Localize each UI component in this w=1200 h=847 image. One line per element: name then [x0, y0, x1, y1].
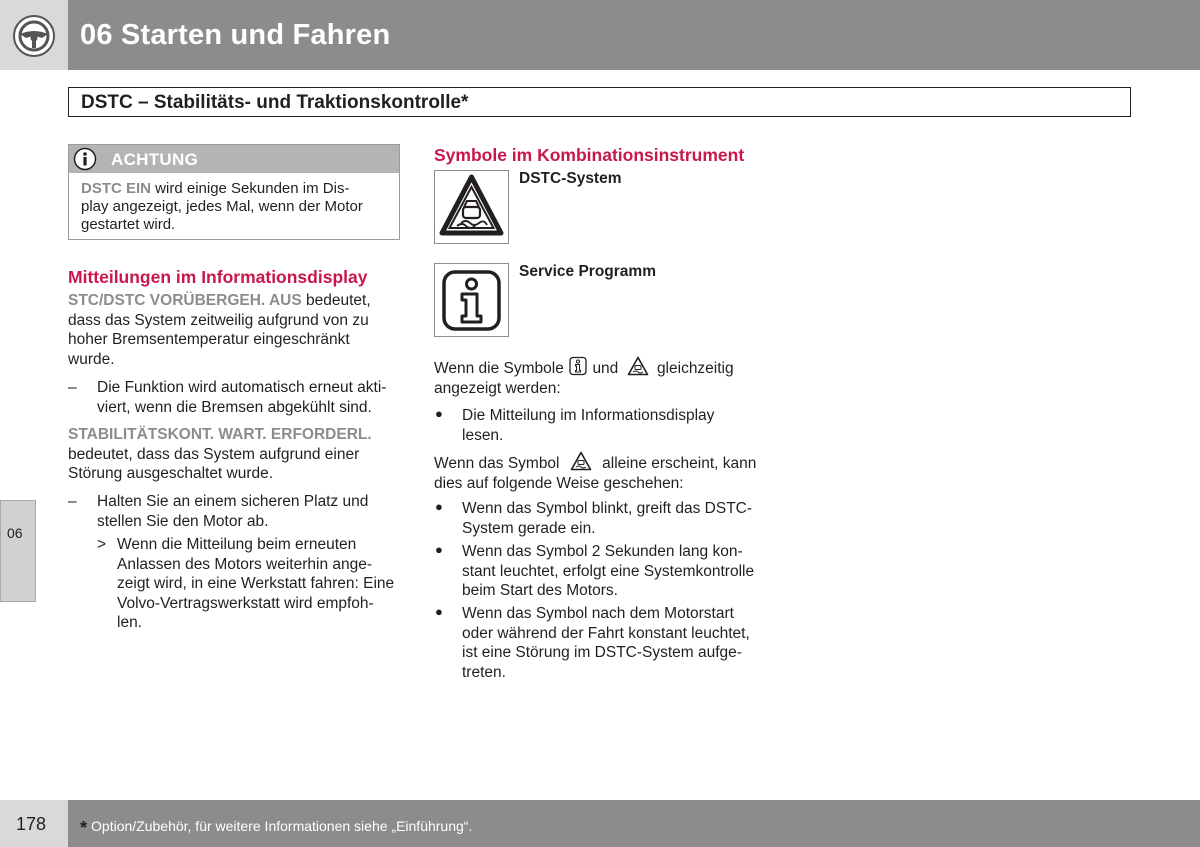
- text-fragment: Wenn das Symbol: [434, 455, 560, 472]
- text-line: stellen Sie den Motor ab.: [97, 512, 269, 530]
- warning-label: ACHTUNG: [111, 150, 199, 169]
- dstc-inline-icon: [627, 356, 649, 376]
- text-fragment: Wenn die Symbole: [434, 360, 564, 377]
- dash-item-1: [97, 378, 402, 417]
- dash-item-2: [97, 492, 402, 531]
- page-number: 178: [16, 814, 47, 834]
- text-line: bedeutet,: [301, 292, 371, 309]
- chapter-tab-label: 06: [7, 525, 23, 541]
- service-symbol-box: [434, 263, 509, 337]
- footer-note: [80, 818, 472, 839]
- text-line: len.: [117, 614, 142, 631]
- text-line: Wenn das Symbol 2 Sekunden lang kon-: [462, 543, 743, 560]
- text-line: System gerade ein.: [462, 519, 596, 537]
- text-fragment: gleichzeitig: [656, 360, 734, 377]
- dash-marker: –: [68, 379, 77, 396]
- symbol-alone-paragraph: [434, 451, 774, 493]
- symbols-together-paragraph: [434, 356, 774, 398]
- info-display-heading: Mitteilungen im Informationsdisplay: [68, 267, 368, 287]
- info-icon: [73, 147, 97, 171]
- text-line: viert, wenn die Bremsen abgekühlt sind.: [97, 398, 372, 416]
- bullet-marker: ●: [435, 499, 443, 514]
- message-1-paragraph: [68, 291, 398, 369]
- text-line: Die Mitteilung im Informationsdisplay: [462, 407, 715, 424]
- dash-marker: –: [68, 493, 77, 510]
- warning-line: gestartet wird.: [81, 216, 176, 233]
- section-title-box: [68, 87, 1131, 117]
- bullet-marker: ●: [435, 542, 443, 557]
- symbols-heading: Symbole im Kombinationsinstrument: [434, 145, 745, 165]
- message-2-paragraph: [68, 425, 403, 484]
- text-line: oder während der Fahrt konstant leuchtet,: [462, 624, 750, 642]
- warning-box: [68, 144, 400, 240]
- info-symbol-inline-icon: [568, 356, 588, 376]
- text-line: Wenn das Symbol blinkt, greift das DSTC-: [462, 500, 753, 517]
- text-line: Halten Sie an einem sicheren Platz und: [97, 493, 369, 510]
- sub-item: [117, 535, 407, 633]
- dstc-inline-icon: [570, 451, 592, 471]
- warning-highlight: DSTC EIN: [81, 180, 152, 197]
- text-line: Störung ausgeschaltet wurde.: [68, 465, 274, 482]
- warning-line: wird einige Sekunden im Dis-: [151, 180, 350, 197]
- text-line: bedeutet, dass das System aufgrund einer: [68, 445, 360, 463]
- steering-wheel-icon: [12, 14, 56, 58]
- text-line: Anlassen des Motors weiterhin ange-: [117, 555, 373, 573]
- sub-marker: >: [97, 536, 107, 553]
- text-line: zeigt wird, in eine Werkstatt fahren: Eine: [117, 575, 395, 592]
- footnote-star: *: [80, 818, 88, 838]
- chapter-title: 06 Starten und Fahren: [80, 19, 391, 51]
- text-line: angezeigt werden:: [434, 379, 561, 397]
- bullet-item-2: [462, 499, 772, 538]
- service-program-label: Service Programm: [519, 263, 656, 280]
- chapter-side-tab[interactable]: [0, 500, 36, 602]
- text-fragment: und: [592, 360, 619, 377]
- text-line: stant leuchtet, erfolgt eine Systemkontrolle: [462, 562, 755, 580]
- text-line: Die Funktion wird automatisch erneut akti-: [97, 379, 387, 396]
- bullet-item-3: [462, 542, 772, 601]
- text-line: Wenn die Mitteilung beim erneuten: [117, 536, 357, 553]
- dstc-system-label: DSTC-System: [519, 170, 622, 187]
- warning-text: [81, 180, 395, 234]
- text-line: lesen.: [462, 426, 504, 444]
- text-line: hoher Bremsentemperatur eingeschränkt: [68, 331, 350, 348]
- bullet-marker: ●: [435, 406, 443, 421]
- text-line: ist eine Störung im DSTC-System aufge-: [462, 644, 742, 661]
- text-line: Wenn das Symbol nach dem Motorstart: [462, 605, 734, 622]
- text-line: beim Start des Motors.: [462, 582, 618, 599]
- text-line: wurde.: [68, 350, 115, 368]
- warning-header: [69, 145, 399, 173]
- text-fragment: alleine erscheint, kann: [602, 455, 757, 472]
- dstc-symbol-box: [434, 170, 509, 244]
- footnote-text: Option/Zubehör, für weitere Informationen siehe „Einführung“.: [91, 818, 473, 834]
- message-code-2: STABILITÄTSKONT. WART. ERFORDERL.: [68, 426, 372, 443]
- text-line: dass das System zeitweilig aufgrund von zu: [68, 311, 369, 329]
- dstc-warning-triangle-icon: [435, 171, 508, 243]
- bullet-item-1: [462, 406, 772, 445]
- warning-line: play angezeigt, jedes Mal, wenn der Motor: [81, 198, 363, 215]
- section-title: DSTC – Stabilitäts- und Traktionskontrolle*: [81, 92, 469, 113]
- text-line: treten.: [462, 663, 506, 681]
- text-line: Volvo-Vertragswerkstatt wird empfoh-: [117, 594, 374, 612]
- header-left-block: [0, 0, 68, 70]
- message-code-1: STC/DSTC VORÜBERGEH. AUS: [68, 292, 302, 309]
- info-symbol-icon: [435, 264, 508, 336]
- bullet-marker: ●: [435, 604, 443, 619]
- bullet-item-4: [462, 604, 772, 682]
- text-line: dies auf folgende Weise geschehen:: [434, 474, 684, 492]
